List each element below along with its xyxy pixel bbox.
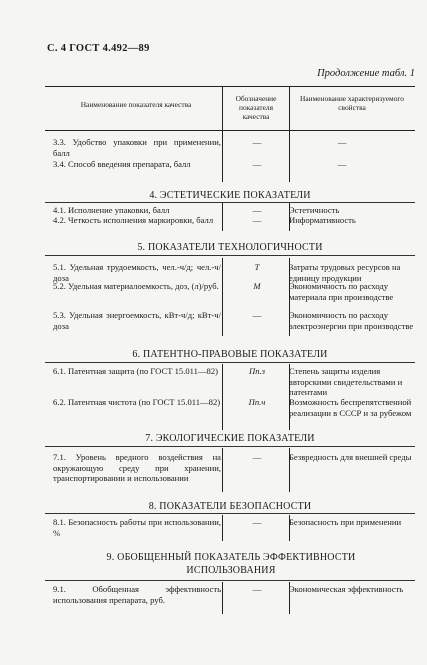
indicator-property: Экономичность по расходу материала при производстве [289, 281, 394, 302]
column-header-property: Наименование характеризуемого свойства [300, 94, 404, 112]
indicator-symbol: — [252, 452, 262, 462]
indicator-property: — [337, 159, 347, 169]
table-continuation-label: Продолжение табл. 1 [317, 68, 415, 79]
indicator-name: 5.1. Удельная трудоемкость, чел.-ч/д; чел.-ч/доза [53, 262, 221, 283]
indicator-name: 4.1. Исполнение упаковки, балл [53, 205, 170, 215]
indicator-property: Безвредность для внешней среды [289, 452, 412, 462]
column-header-symbol: Обозначение показателя качества [235, 94, 277, 121]
section-title: 6. ПАТЕНТНО-ПРАВОВЫЕ ПОКАЗАТЕЛИ [132, 349, 328, 360]
column-divider [289, 582, 290, 614]
column-divider [289, 130, 290, 182]
section-rule [45, 580, 415, 581]
column-divider [222, 582, 223, 614]
indicator-symbol: — [252, 215, 262, 225]
indicator-property: Безопасность при применении [289, 517, 402, 527]
indicator-symbol: — [252, 205, 262, 215]
column-divider [289, 203, 290, 231]
indicator-name: 9.1. Обобщенная эффективность использования препарата, руб. [53, 584, 221, 605]
indicator-name: 3.4. Способ введения препарата, балл [53, 159, 191, 169]
section-rule [45, 255, 415, 256]
indicator-property: Затраты трудовых ресурсов на единицу продукции [289, 262, 401, 283]
indicator-name: 5.3. Удельная энергоемкость, кВт-ч/д; кВт-ч/доза [53, 310, 221, 331]
indicator-name: 8.1. Безопасность работы при использовании, % [53, 517, 221, 538]
indicator-symbol: — [252, 584, 262, 594]
section-title: 5. ПОКАЗАТЕЛИ ТЕХНОЛОГИЧНОСТИ [137, 242, 323, 253]
section-title: 7. ЭКОЛОГИЧЕСКИЕ ПОКАЗАТЕЛИ [145, 433, 315, 444]
column-divider [222, 515, 223, 541]
section-title: 9. ОБОБЩЕННЫЙ ПОКАЗАТЕЛЬ ЭФФЕКТИВНОСТИ ИСПОЛЬЗОВАНИЯ [106, 552, 356, 576]
indicator-name: 3.3. Удобство упаковки при применении, балл [53, 137, 221, 158]
column-divider [289, 258, 290, 336]
section-rule [45, 202, 415, 203]
table-header-top-rule [45, 86, 415, 87]
column-divider [222, 203, 223, 231]
indicator-name: 4.2. Четкость исполнения маркировки, балл [53, 215, 214, 225]
table-row [45, 159, 415, 181]
table-header-bottom-rule [45, 130, 415, 131]
section-rule [45, 446, 415, 447]
indicator-symbol: T [254, 262, 260, 272]
page-header: С. 4 ГОСТ 4.492—89 [47, 43, 150, 54]
column-divider [222, 258, 223, 336]
column-divider [222, 86, 223, 130]
column-divider [222, 130, 223, 182]
section-rule [45, 362, 415, 363]
column-divider [289, 364, 290, 430]
indicator-symbol: — [252, 517, 262, 527]
section-title: 4. ЭСТЕТИЧЕСКИЕ ПОКАЗАТЕЛИ [149, 190, 311, 201]
indicator-symbol: — [252, 137, 262, 147]
indicator-name: 6.1. Патентная защита (по ГОСТ 15.011—82) [53, 366, 218, 376]
indicator-property: Эстетичность [289, 205, 340, 215]
indicator-name: 6.2. Патентная чистота (по ГОСТ 15.011—82) [53, 397, 221, 407]
indicator-property: Информативность [289, 215, 356, 225]
column-divider [222, 364, 223, 430]
indicator-symbol: — [252, 310, 262, 320]
indicator-property: Степень защиты изделия авторскими свидетельствами и патентами [289, 366, 403, 397]
column-divider [289, 515, 290, 541]
indicator-property: Экономичность по расходу электроэнергии при производстве [289, 310, 414, 331]
indicator-property: Экономическая эффективность [289, 584, 404, 594]
indicator-symbol: — [252, 159, 262, 169]
column-divider [289, 86, 290, 130]
indicator-symbol: Пп.ч [248, 397, 266, 407]
indicator-property: Возможность беспрепятственной реализации в СССР и за рубежом [289, 397, 412, 418]
column-header-name: Наименование показателя качества [80, 100, 192, 109]
table-row [45, 137, 415, 159]
indicator-name: 5.2. Удельная материалоемкость, доз, (л)/руб. [53, 281, 219, 291]
column-divider [289, 448, 290, 492]
column-divider [222, 448, 223, 492]
section-rule [45, 513, 415, 514]
indicator-property: — [337, 137, 347, 147]
indicator-symbol: M [253, 281, 261, 291]
section-title: 8. ПОКАЗАТЕЛИ БЕЗОПАСНОСТИ [148, 501, 312, 512]
indicator-name: 7.1. Уровень вредного воздействия на окружающую среду при хранении, транспортировании и использовании [53, 452, 221, 483]
indicator-symbol: Пп.з [248, 366, 265, 376]
